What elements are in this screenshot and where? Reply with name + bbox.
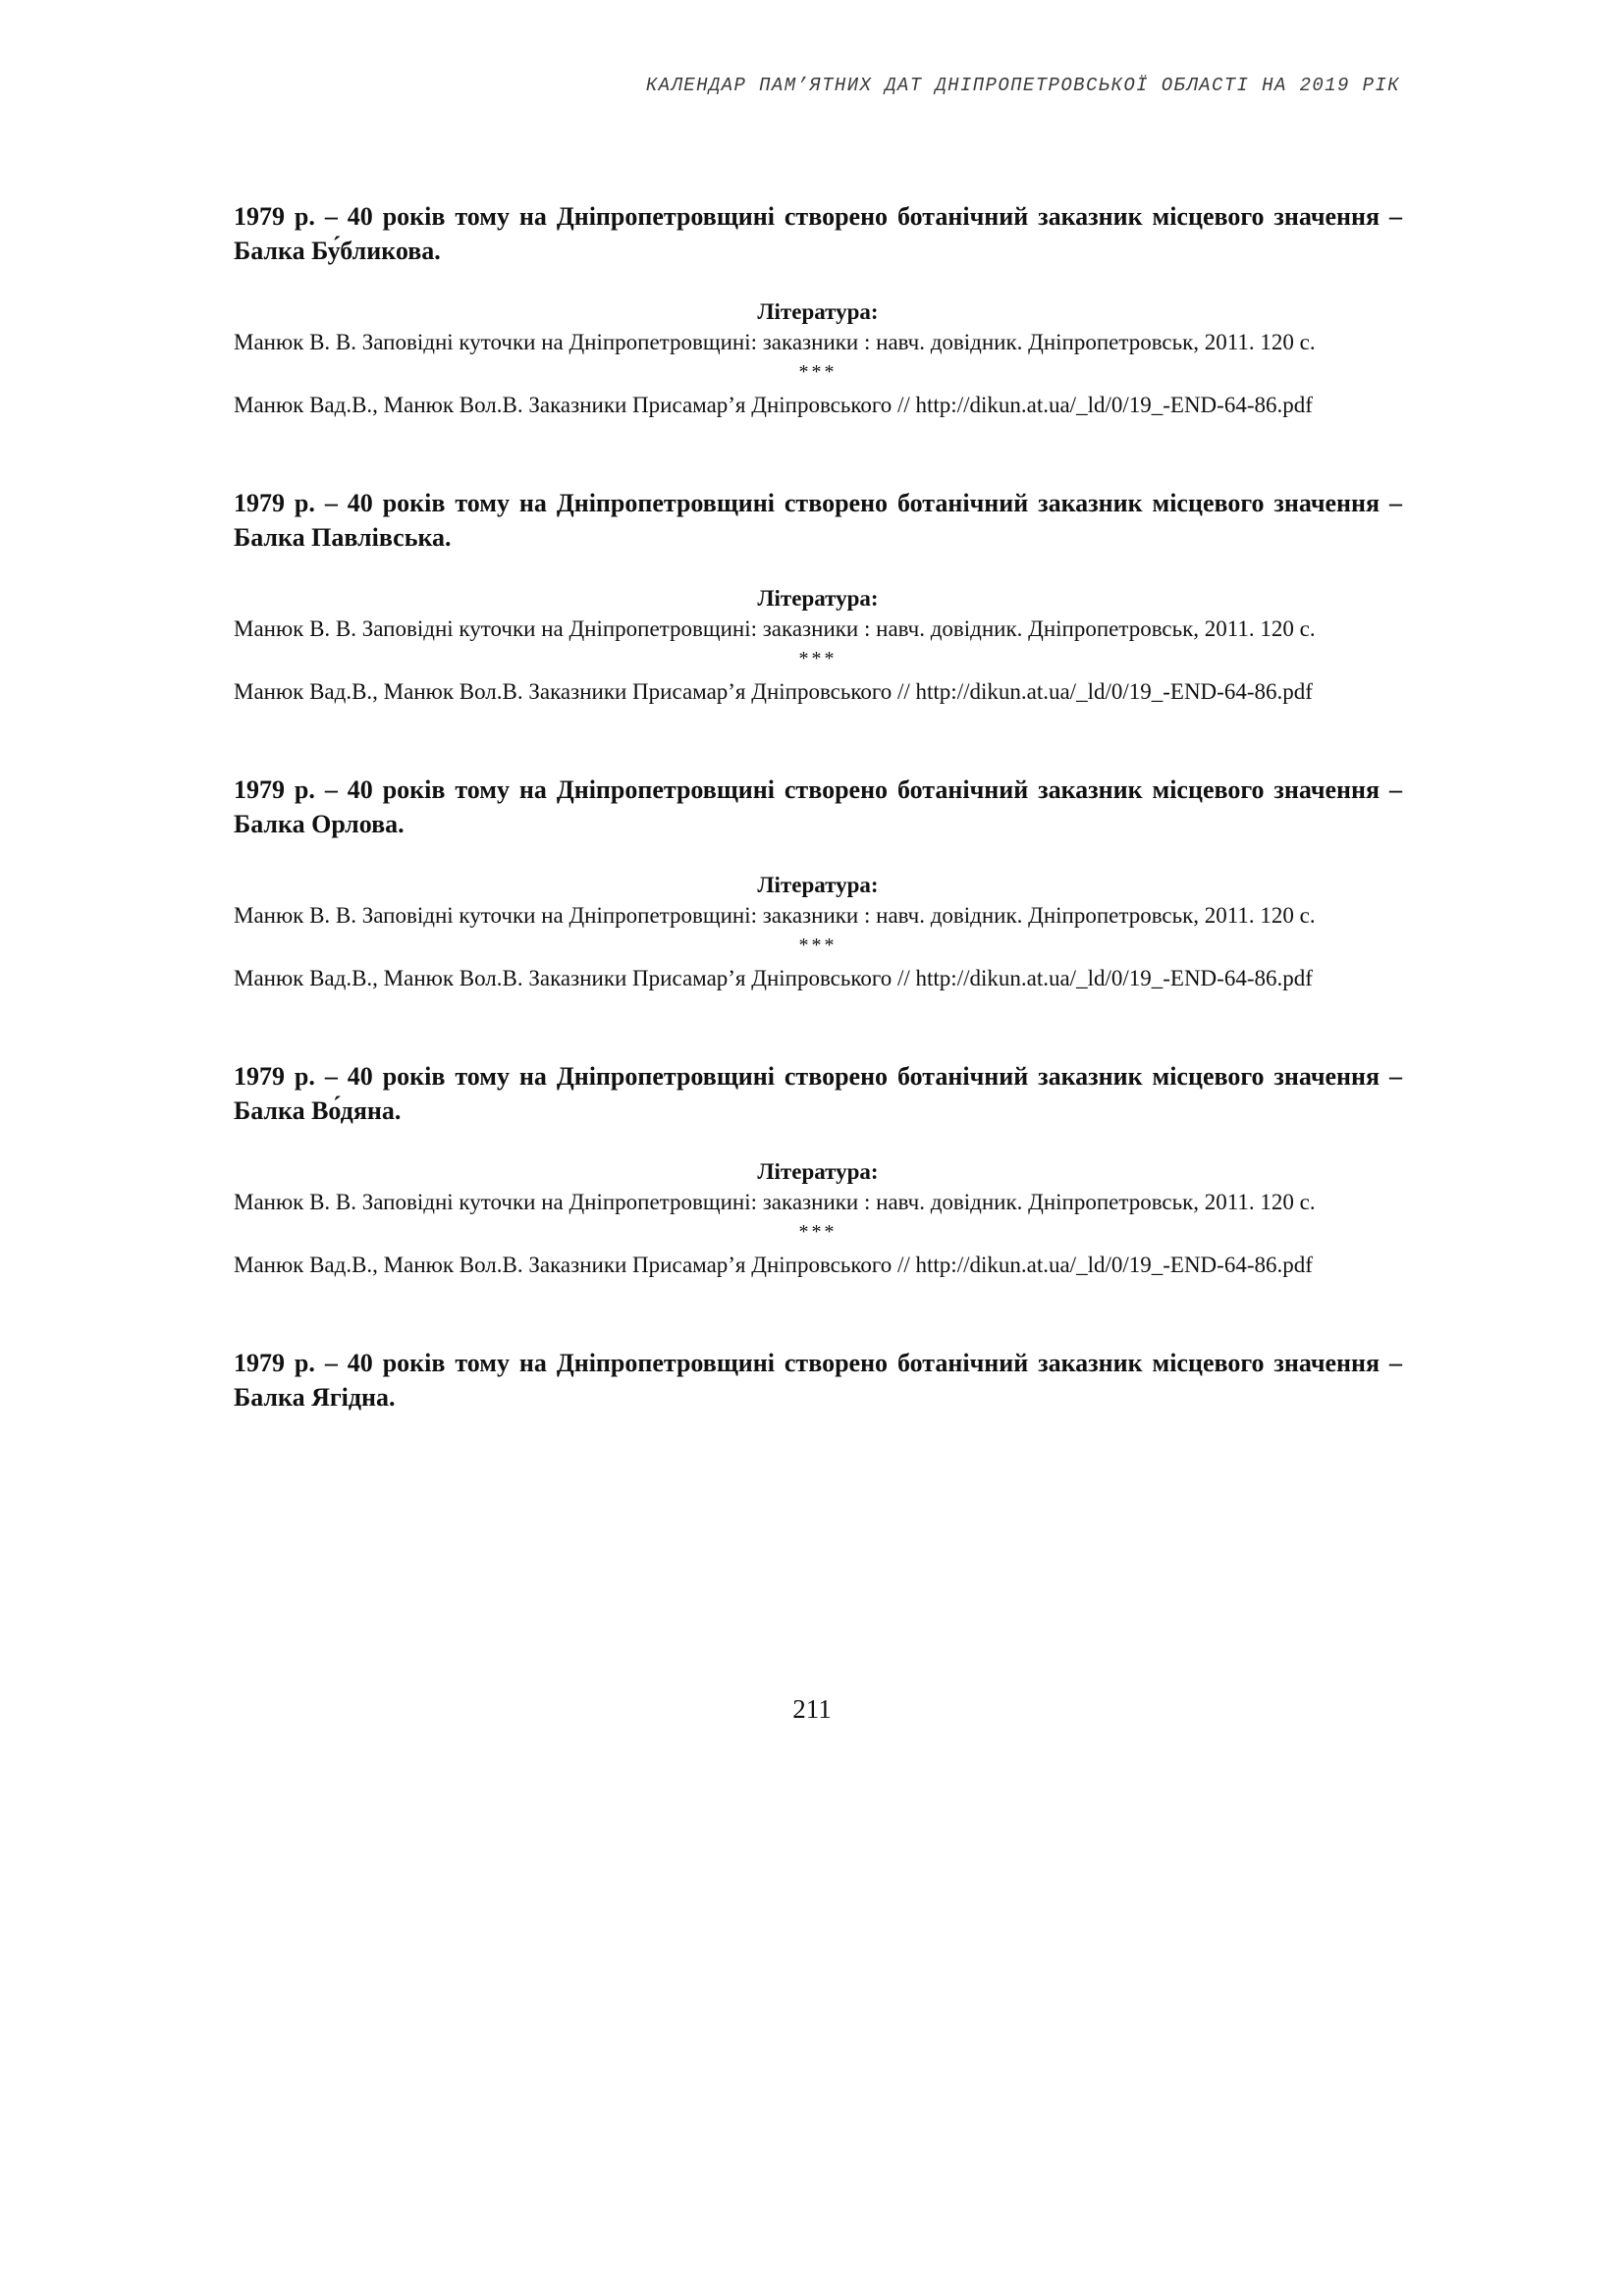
entry-balka-orlova: [234, 773, 1402, 994]
page-number: 211: [792, 1694, 832, 1724]
separator: ***: [798, 934, 838, 956]
entry-balka-pavlivska: [234, 486, 1402, 708]
separator: ***: [798, 361, 838, 383]
literature-heading: Література:: [757, 873, 879, 897]
literature-heading: Література:: [757, 1159, 879, 1184]
running-header: КАЛЕНДАР ПАМ’ЯТНИХ ДАТ ДНІПРОПЕТРОВСЬКОЇ ОБЛАСТІ НА 2019 РІК: [645, 75, 1400, 96]
literature-heading: Література:: [757, 299, 879, 324]
entry-title: 1979 р. – 40 років тому на Дніпропетровщині створено ботанічний заказник місцевого значення – Балка Во́дяна.: [234, 1062, 1402, 1125]
entry-title: 1979 р. – 40 років тому на Дніпропетровщині створено ботанічний заказник місцевого значення – Балка Орлова.: [234, 775, 1402, 838]
page-content: [234, 199, 1402, 1444]
literature-ref: Манюк В. В. Заповідні куточки на Дніпропетровщині: заказники : навч. довідник. Дніпропетровськ, 2011. 120 с.: [234, 1190, 1316, 1214]
literature-ref: Манюк В. В. Заповідні куточки на Дніпропетровщині: заказники : навч. довідник. Дніпропетровськ, 2011. 120 с.: [234, 330, 1316, 354]
literature-ref: Манюк В. В. Заповідні куточки на Дніпропетровщині: заказники : навч. довідник. Дніпропетровськ, 2011. 120 с.: [234, 616, 1316, 641]
literature-ref: Манюк Вад.В., Манюк Вол.В. Заказники Присамар’я Дніпровського // http://dikun.at.ua/_ld/0/19_-END-64-86.pdf: [234, 393, 1313, 417]
separator: ***: [798, 1221, 838, 1243]
literature-ref: Манюк Вад.В., Манюк Вол.В. Заказники Присамар’я Дніпровського // http://dikun.at.ua/_ld/0/19_-END-64-86.pdf: [234, 679, 1313, 704]
separator: ***: [798, 648, 838, 669]
literature-ref: Манюк В. В. Заповідні куточки на Дніпропетровщині: заказники : навч. довідник. Дніпропетровськ, 2011. 120 с.: [234, 903, 1316, 928]
literature-ref: Манюк Вад.В., Манюк Вол.В. Заказники Присамар’я Дніпровського // http://dikun.at.ua/_ld/0/19_-END-64-86.pdf: [234, 966, 1313, 990]
entry-balka-vodiana: [234, 1059, 1402, 1281]
entry-title: 1979 р. – 40 років тому на Дніпропетровщині створено ботанічний заказник місцевого значення – Балка Бу́бликова.: [234, 202, 1402, 265]
entry-balka-bublykova: [234, 199, 1402, 421]
entry-title: 1979 р. – 40 років тому на Дніпропетровщині створено ботанічний заказник місцевого значення – Балка Ягідна.: [234, 1349, 1402, 1412]
entry-balka-yahidna: [234, 1346, 1402, 1415]
literature-ref: Манюк Вад.В., Манюк Вол.В. Заказники Присамар’я Дніпровського // http://dikun.at.ua/_ld/0/19_-END-64-86.pdf: [234, 1253, 1313, 1277]
entry-title: 1979 р. – 40 років тому на Дніпропетровщині створено ботанічний заказник місцевого значення – Балка Павлівська.: [234, 489, 1402, 552]
literature-heading: Література:: [757, 586, 879, 611]
